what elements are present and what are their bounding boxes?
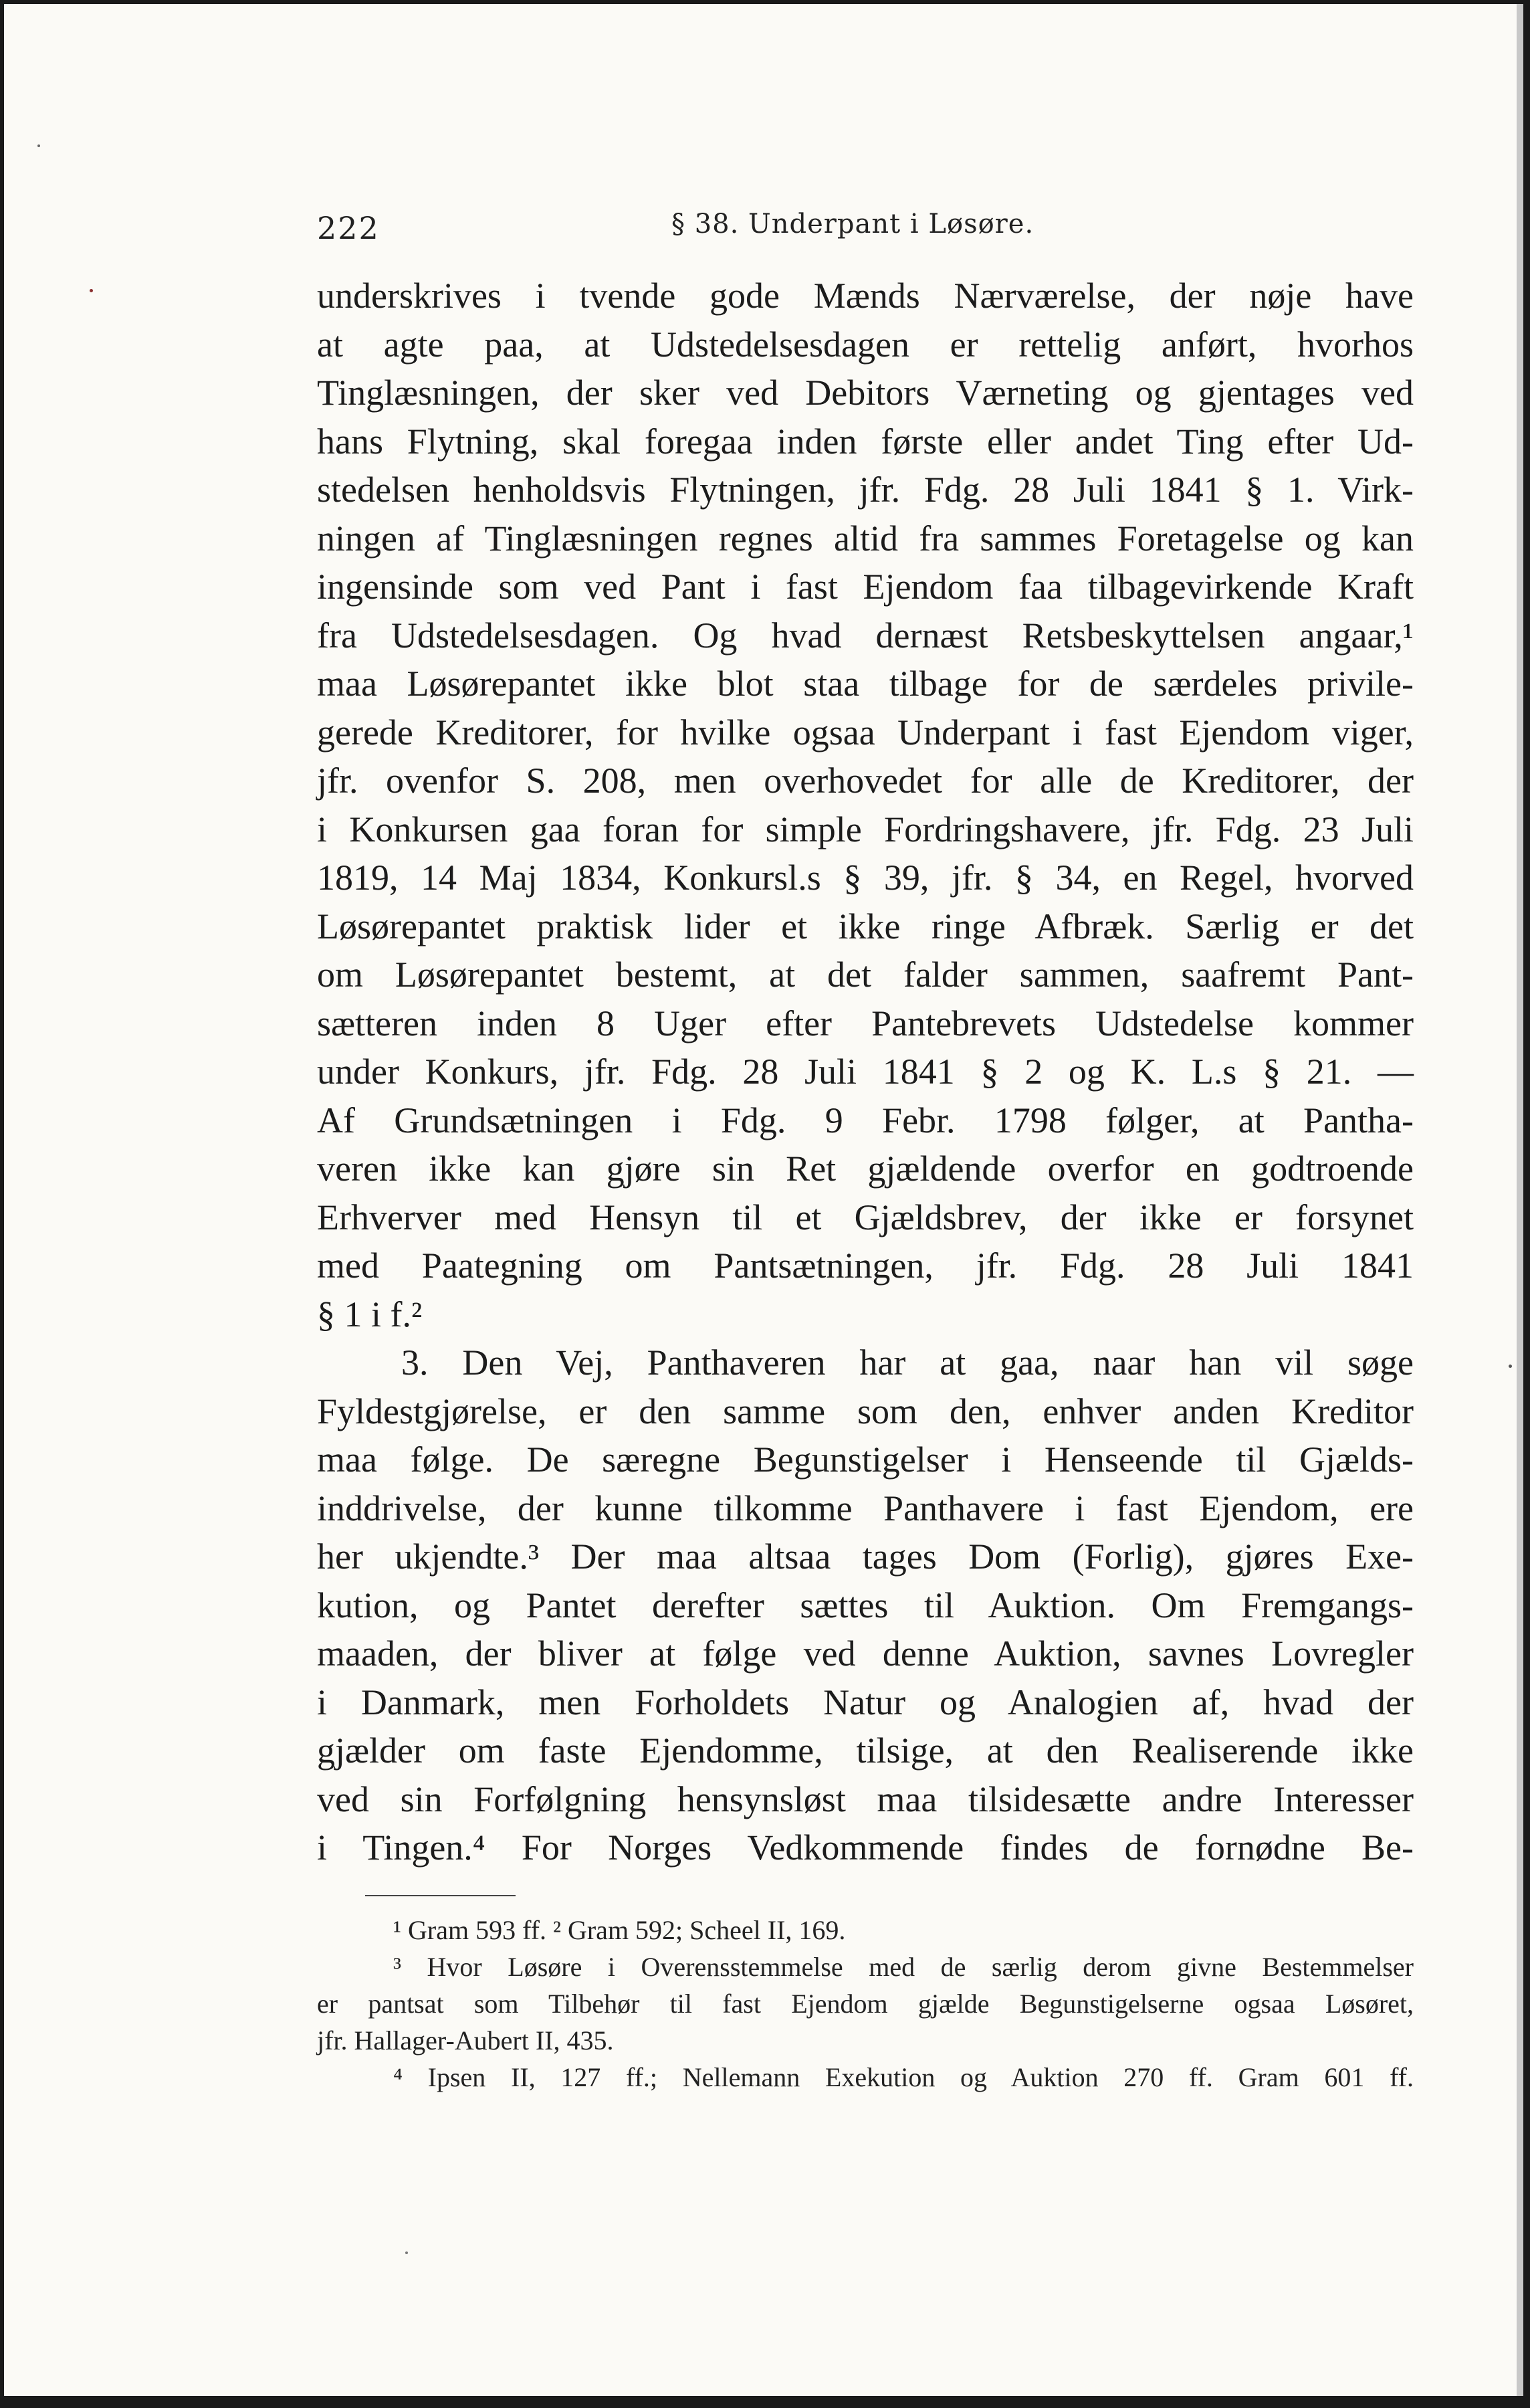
page-number: 222	[317, 210, 380, 246]
text-line: i Danmark, men Forholdets Natur og Analogien af, hvad der	[317, 1682, 1414, 1722]
text-line: ved sin Forfølgning hensynsløst maa tilsidesætte andre Interesser	[317, 1779, 1414, 1819]
text-line: Erhverver med Hensyn til et Gjældsbrev, der ikke er forsynet	[317, 1197, 1414, 1237]
text-line: underskrives i tvende gode Mænds Nærværelse, der nøje have	[317, 276, 1414, 316]
text-line: kution, og Pantet derefter sættes til Auktion. Om Fremgangs-	[317, 1585, 1414, 1625]
text-line: gerede Kreditorer, for hvilke ogsaa Underpant i fast Ejendom viger,	[317, 712, 1414, 752]
text-line: ningen af Tinglæsningen regnes altid fra sammes Foretagelse og kan	[317, 518, 1414, 559]
text-line: sætteren inden 8 Uger efter Pantebrevets Udstedelse kommer	[317, 1003, 1414, 1043]
footnotes	[317, 1912, 1414, 2096]
text-line: Fyldestgjørelse, er den samme som den, enhver anden Kreditor	[317, 1391, 1414, 1431]
paper-speck	[405, 2251, 408, 2254]
text-line: maa følge. De særegne Begunstigelser i Henseende til Gjælds-	[317, 1439, 1414, 1480]
paper-speck	[37, 144, 40, 147]
text-line: jfr. ovenfor S. 208, men overhovedet for alle de Kreditorer, der	[317, 761, 1414, 801]
text-line: i Konkursen gaa foran for simple Fordringshavere, jfr. Fdg. 23 Juli	[317, 809, 1414, 849]
paper-speck	[1509, 1365, 1512, 1368]
footnote-line: ⁴ Ipsen II, 127 ff.; Nellemann Exekution og Auktion 270 ff. Gram 601 ff.	[393, 2062, 1414, 2092]
footnote-line: ³ Hvor Løsøre i Overensstemmelse med de særlig derom givne Bestemmelser	[393, 1952, 1414, 1982]
paper-speck	[90, 289, 93, 292]
text-line: om Løsørepantet bestemt, at det falder sammen, saafremt Pant-	[317, 955, 1414, 995]
text-line: Af Grundsætningen i Fdg. 9 Febr. 1798 følger, at Pantha-	[317, 1100, 1414, 1140]
text-line: under Konkurs, jfr. Fdg. 28 Juli 1841 § 2 og K. L.s § 21. —	[317, 1051, 1414, 1092]
body-text	[317, 272, 1414, 1872]
text-line: stedelsen henholdsvis Flytningen, jfr. Fdg. 28 Juli 1841 § 1. Virk-	[317, 470, 1414, 510]
text-line: Tinglæsningen, der sker ved Debitors Værneting og gjentages ved	[317, 373, 1414, 413]
text-line: maaden, der bliver at følge ved denne Auktion, savnes Lovregler	[317, 1633, 1414, 1674]
page-header	[317, 203, 1414, 246]
text-line: veren ikke kan gjøre sin Ret gjældende overfor en godtroende	[317, 1148, 1414, 1189]
footnote-line: ¹ Gram 593 ff. ² Gram 592; Scheel II, 169.	[393, 1915, 846, 1945]
text-line: i Tingen.⁴ For Norges Vedkommende findes de fornødne Be-	[317, 1827, 1414, 1868]
text-line: ingensinde som ved Pant i fast Ejendom faa tilbagevirkende Kraft	[317, 567, 1414, 607]
text-line: 1819, 14 Maj 1834, Konkursl.s § 39, jfr. § 34, en Regel, hvorved	[317, 858, 1414, 898]
text-line: § 1 i f.²	[317, 1294, 423, 1334]
text-line: hans Flytning, skal foregaa inden første eller andet Ting efter Ud-	[317, 421, 1414, 462]
paragraph-start-line: 3. Den Vej, Panthaveren har at gaa, naar han vil søge	[401, 1342, 1414, 1383]
text-line: her ukjendte.³ Der maa altsaa tages Dom (Forlig), gjøres Exe-	[317, 1536, 1414, 1577]
book-page	[4, 4, 1523, 2396]
footnote-line: er pantsat som Tilbehør til fast Ejendom gjælde Begunstigelserne ogsaa Løsøret,	[317, 1989, 1414, 2019]
text-line: fra Udstedelsesdagen. Og hvad dernæst Retsbeskyttelsen angaar,¹	[317, 615, 1414, 656]
footnote-line: jfr. Hallager-Aubert II, 435.	[317, 2025, 614, 2055]
text-line: Løsørepantet praktisk lider et ikke ringe Afbræk. Særlig er det	[317, 906, 1414, 946]
text-line: at agte paa, at Udstedelsesdagen er rettelig anført, hvorhos	[317, 324, 1414, 365]
footnote-divider	[365, 1895, 516, 1896]
running-head: § 38. Underpant i Løsøre.	[671, 209, 1034, 239]
text-line: med Paategning om Pantsætningen, jfr. Fdg. 28 Juli 1841	[317, 1245, 1414, 1286]
text-line: inddrivelse, der kunne tilkomme Panthavere i fast Ejendom, ere	[317, 1488, 1414, 1528]
text-line: gjælder om faste Ejendomme, tilsige, at den Realiserende ikke	[317, 1730, 1414, 1771]
text-line: maa Løsørepantet ikke blot staa tilbage for de særdeles privile-	[317, 664, 1414, 704]
